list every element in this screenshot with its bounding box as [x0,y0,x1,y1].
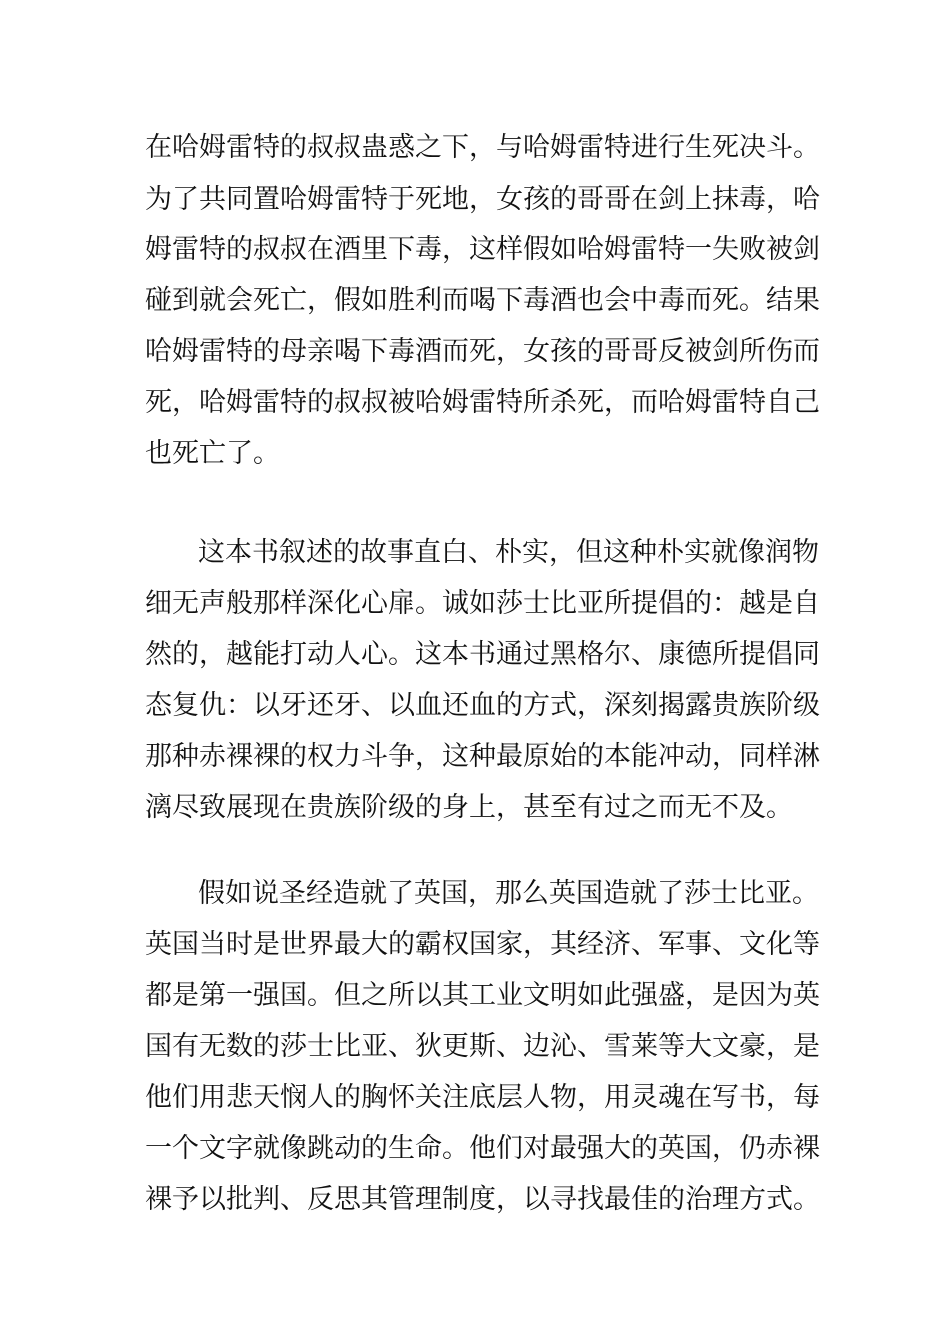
paragraph-line: 碰到就会死亡，假如胜利而喝下毒酒也会中毒而死。结果 [145,285,820,316]
paragraph-line: 一个文字就像跳动的生命。他们对最强大的英国，仍赤裸 [145,1133,820,1164]
paragraph-line: 态复仇：以牙还牙、以血还血的方式，深刻揭露贵族阶级 [145,690,820,721]
paragraph-line: 细无声般那样深化心扉。诚如莎士比亚所提倡的：越是自 [145,588,820,619]
paragraph-line: 哈姆雷特的母亲喝下毒酒而死，女孩的哥哥反被剑所伤而 [145,336,820,367]
paragraph-line: 裸予以批判、反思其管理制度，以寻找最佳的治理方式。 [145,1184,820,1215]
paragraph-line: 英国当时是世界最大的霸权国家，其经济、军事、文化等 [145,929,820,960]
paragraph-line: 都是第一强国。但之所以其工业文明如此强盛，是因为英 [145,980,820,1011]
paragraph-line: 然的，越能打动人心。这本书通过黑格尔、康德所提倡同 [145,639,820,670]
paragraph-line: 在哈姆雷特的叔叔蛊惑之下，与哈姆雷特进行生死决斗。 [145,132,820,163]
paragraph-line: 假如说圣经造就了英国，那么英国造就了莎士比亚。 [198,878,819,909]
paragraph-line: 国有无数的莎士比亚、狄更斯、边沁、雪莱等大文豪，是 [145,1031,820,1062]
paragraph-line: 漓尽致展现在贵族阶级的身上，甚至有过之而无不及。 [145,792,793,823]
paragraph-line: 姆雷特的叔叔在酒里下毒，这样假如哈姆雷特一失败被剑 [145,234,820,265]
paragraph-line: 这本书叙述的故事直白、朴实，但这种朴实就像润物 [198,537,819,568]
paragraph-line: 那种赤裸裸的权力斗争，这种最原始的本能冲动，同样淋 [145,741,820,772]
paragraph-line: 也死亡了。 [145,438,280,469]
paragraph-line: 他们用悲天悯人的胸怀关注底层人物，用灵魂在写书，每 [145,1082,820,1113]
paragraph-line: 为了共同置哈姆雷特于死地，女孩的哥哥在剑上抹毒，哈 [145,184,820,215]
paragraph-line: 死，哈姆雷特的叔叔被哈姆雷特所杀死，而哈姆雷特自己 [145,387,820,418]
